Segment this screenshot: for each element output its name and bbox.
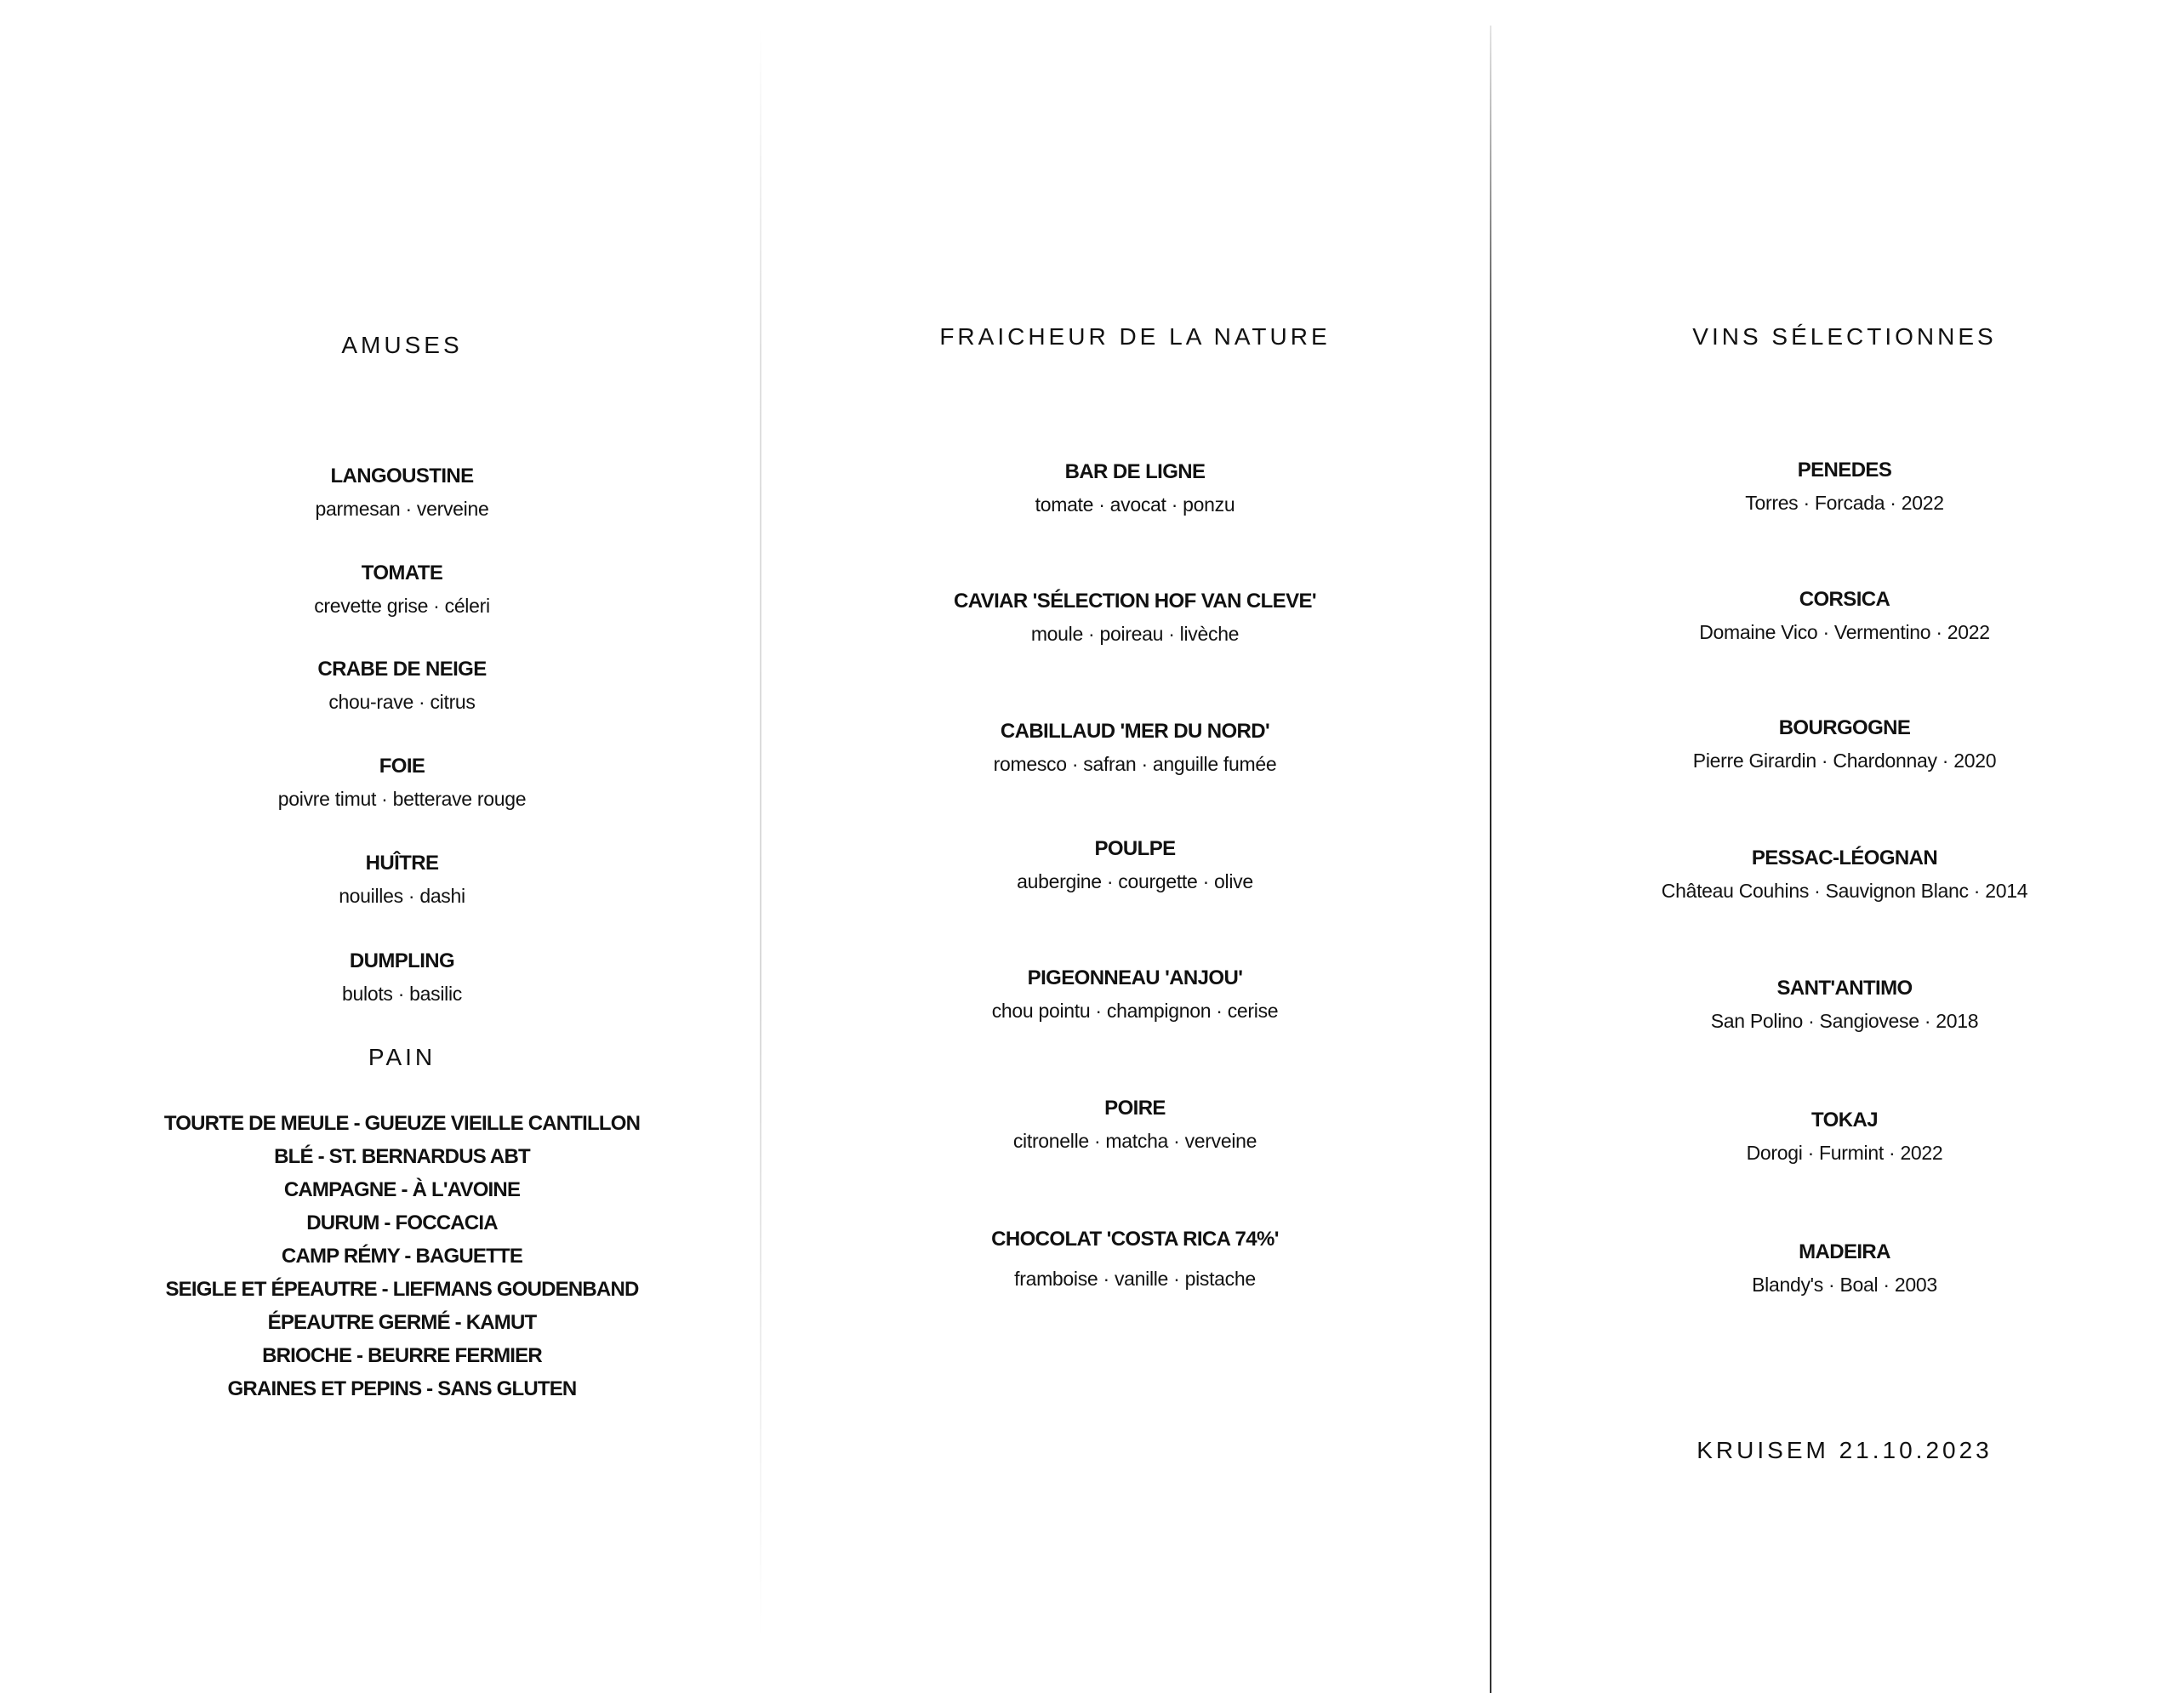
dish-name: POIRE [1104, 1097, 1166, 1120]
wine-item [1504, 458, 2184, 516]
amuse-item [0, 464, 804, 522]
dish-desc: moule · poireau · livèche [1030, 623, 1240, 645]
menu-dish [753, 836, 1517, 894]
amuse-desc: crevette grise · céleri [314, 595, 490, 617]
wine-item [1504, 715, 2184, 773]
wine-column [1504, 0, 2184, 1688]
amuse-item [0, 949, 804, 1006]
dish-name: CAVIAR 'SÉLECTION HOF VAN CLEVE' [953, 590, 1317, 613]
amuse-item [0, 851, 804, 909]
bread-item: GRAINES ET PEPINS - SANS GLUTEN [227, 1377, 577, 1400]
menu-dish [753, 966, 1517, 1023]
dish-desc: chou pointu · champignon · cerise [991, 1000, 1279, 1022]
amuses-title: AMUSES [341, 332, 463, 358]
amuse-desc: nouilles · dashi [339, 885, 465, 907]
amuse-name: HUÎTRE [365, 852, 439, 875]
dish-name: BAR DE LIGNE [1064, 460, 1206, 483]
dish-name: CABILLAUD 'MER DU NORD' [1000, 720, 1270, 743]
dish-name: CHOCOLAT 'COSTA RICA 74%' [991, 1228, 1279, 1251]
pain-title: PAIN [368, 1044, 436, 1070]
wine-region: MADEIRA [1799, 1240, 1890, 1263]
amuse-desc: parmesan · verveine [315, 498, 489, 520]
wine-region: PESSAC-LÉOGNAN [1751, 846, 1938, 869]
bread-item: BLÉ - ST. BERNARDUS ABT [274, 1145, 530, 1168]
dish-name: POULPE [1094, 837, 1176, 860]
amuse-name: DUMPLING [349, 949, 455, 972]
bread-item: TOURTE DE MEULE - GUEUZE VIEILLE CANTILLON [163, 1112, 641, 1135]
bread-item: ÉPEAUTRE GERMÉ - KAMUT [267, 1311, 537, 1334]
menu-dish [753, 1096, 1517, 1154]
wine-desc: Torres · Forcada · 2022 [1745, 492, 1944, 514]
menu-title: FRAICHEUR DE LA NATURE [939, 323, 1331, 350]
wine-desc: Dorogi · Furmint · 2022 [1746, 1142, 1943, 1164]
amuse-desc: chou-rave · citrus [328, 691, 476, 713]
bread-item: SEIGLE ET ÉPEAUTRE - LIEFMANS GOUDENBAND [165, 1278, 639, 1301]
wine-region: CORSICA [1799, 588, 1890, 611]
menu-dish [753, 589, 1517, 647]
amuse-name: FOIE [379, 755, 425, 778]
menu-dish [753, 719, 1517, 777]
amuse-item [0, 754, 804, 812]
dish-desc: tomate · avocat · ponzu [1035, 493, 1235, 516]
wine-item [1504, 587, 2184, 645]
dish-desc: framboise · vanille · pistache [1014, 1268, 1256, 1290]
wine-region: BOURGOGNE [1778, 716, 1911, 739]
amuse-desc: bulots · basilic [342, 983, 462, 1005]
bread-list [0, 1107, 804, 1405]
menu-dish [753, 459, 1517, 517]
wine-region: SANT'ANTIMO [1776, 977, 1913, 1000]
wine-desc: Pierre Girardin · Chardonnay · 2020 [1692, 750, 1997, 772]
amuse-desc: poivre timut · betterave rouge [277, 788, 527, 810]
dish-desc: citronelle · matcha · verveine [1012, 1130, 1257, 1152]
menu-column [753, 0, 1517, 1688]
wine-region: TOKAJ [1811, 1109, 1878, 1132]
dish-name: PIGEONNEAU 'ANJOU' [1027, 966, 1243, 989]
footer-place-date: KRUISEM 21.10.2023 [1696, 1437, 1993, 1463]
wine-item [1504, 846, 2184, 904]
bread-item: CAMP RÉMY - BAGUETTE [281, 1245, 523, 1268]
wine-desc: Blandy's · Boal · 2003 [1752, 1274, 1937, 1296]
amuse-name: LANGOUSTINE [330, 465, 474, 487]
dish-desc: aubergine · courgette · olive [1017, 870, 1253, 892]
bread-item: CAMPAGNE - À L'AVOINE [283, 1178, 521, 1201]
wine-item [1504, 976, 2184, 1034]
amuse-name: CRABE DE NEIGE [317, 658, 487, 681]
bread-item: BRIOCHE - BEURRE FERMIER [262, 1344, 542, 1367]
wine-title: VINS SÉLECTIONNES [1692, 323, 1997, 350]
wine-desc: Château Couhins · Sauvignon Blanc · 2014 [1661, 880, 2028, 902]
amuse-name: TOMATE [361, 561, 443, 584]
wine-region: PENEDES [1797, 459, 1892, 482]
menu-dish [753, 1227, 1517, 1291]
wine-desc: San Polino · Sangiovese · 2018 [1710, 1010, 1979, 1032]
dish-desc: romesco · safran · anguille fumée [993, 753, 1277, 775]
wine-item [1504, 1240, 2184, 1297]
wine-desc: Domaine Vico · Vermentino · 2022 [1699, 621, 1990, 643]
amuse-item [0, 561, 804, 618]
amuses-column [0, 0, 804, 1688]
bread-item: DURUM - FOCCACIA [306, 1211, 498, 1234]
amuse-item [0, 657, 804, 715]
wine-item [1504, 1108, 2184, 1166]
